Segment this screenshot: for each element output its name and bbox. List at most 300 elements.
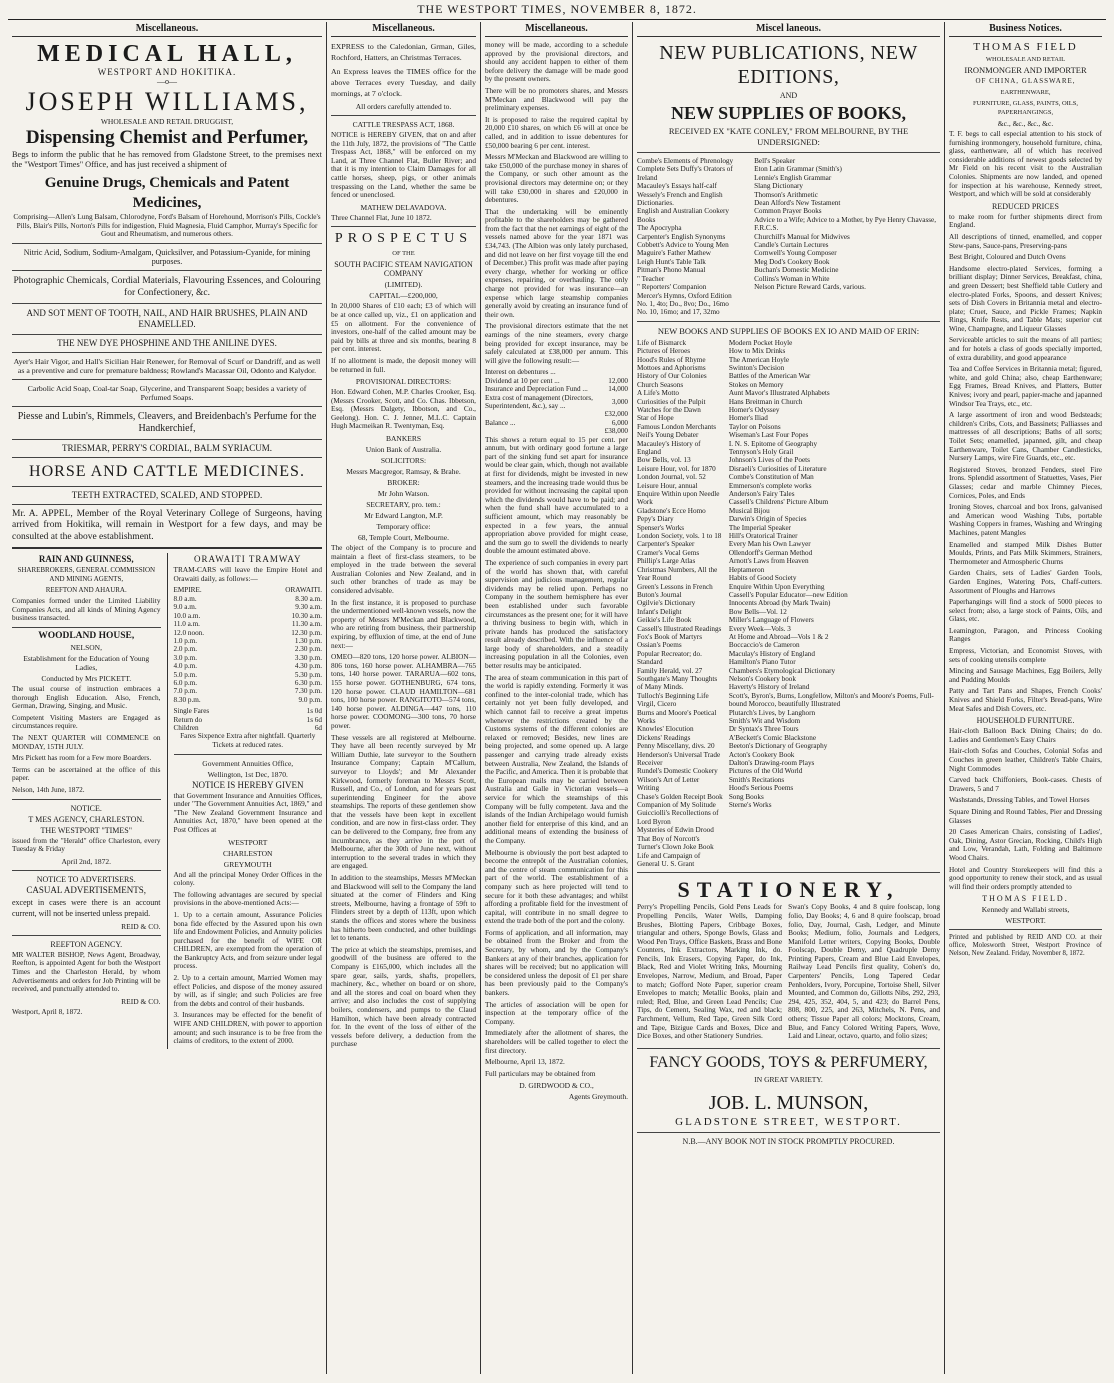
ad-text: It is proposed to raise the required capital by 20,000 £10 shares, on which £6 will at once be called, and in addition to issue debentures for £50,000 bearing 6 per cent. interest.: [485, 114, 628, 150]
book-title: Meg Dod's Cookery Book: [754, 257, 830, 266]
book-title: Emmerson's complete works: [728, 481, 812, 490]
book-list: [637, 339, 723, 869]
company-name: SOUTH PACIFIC STEAM NAVIGATION COMPANY: [334, 260, 473, 279]
ad-text: EARTHENWARE,: [1000, 89, 1051, 96]
triesmar-text: TRIESMAR, PERRY'S CORDIAL, BALM SYRIACUM.: [62, 442, 272, 453]
book-title: Darwin's Origin of Species: [728, 515, 807, 524]
book-title: Song Books: [728, 792, 764, 801]
stationery-text: Swan's Copy Books, 4 and 8 quire foolscap, long folio, Day Books; 4, 6 and 8 quire foolscap, broad folio, Day, Journal, Cash, Ledger, and Minute Books; Medium, folio, Journals and Ledgers, Manifold Letter writers, Copying Books, Double Foolscap, Double Demy, and Quadruple Demy Printing Papers, Cream and Blue Laid Envelopes, Railway Lead Pencils first quality, Cohen's do, Carpenters' Pencils, Long Tapered Cedar Penholders, Ivory, Porcupine, Tortoise Shell, Silver Mounted, and Common do, Gillotts Nibs, 292, 293, 294, 425, 352, 404, 5, and 423; do Barrel Pens, 808, 800, 225, and 263, Mitchels, N. Pens, and others; Tissue Paper all colors; Mocktons, Cream, Blue, and Fancy Colored Writing Papers, Wove, Laid and Linear, octavo, quarto, and folio sizes;: [788, 902, 940, 1041]
book-title: Wilson's Art of Letter Writing: [637, 775, 700, 793]
book-title: Churchill's Manual for Midwives: [754, 232, 850, 241]
book-title: Acton's Cookery Book: [728, 750, 795, 759]
ad-text: This shows a return equal to 15 per cent. per annum, but with ordinary good fortune a large part of the sinking fund set apart for insurance would be clear gain, which, though not available at first for dividends, might be invested in new steamers, and the increasing trade would thus be provided for without increasing the capital upon which the dividends would have to be paid; and when the fund shall have accumulated to a sufficient amount, which may reasonably be expected in a few years, the annual appropriation above provided for might cease, and the sum go to swell the dividends to nearly double the amount estimated above.: [485, 434, 628, 556]
book-title: Sterne's Works: [728, 801, 772, 810]
book-title: Guicciolli's Recollections of Lord Byron: [637, 809, 719, 826]
timetable-row-cell: 5.30 p.m.: [294, 670, 322, 679]
book-title: At Home and Abroad—Vols 1 & 2: [728, 632, 829, 641]
ad-text: (LIMITED).: [384, 280, 423, 290]
notice-date: Wellington, 1st Dec, 1870.: [207, 769, 288, 779]
timetable-row-cell: 2.0 p.m.: [173, 645, 198, 654]
book-title: Maculay's History of England: [728, 649, 815, 658]
tramway-ad: [174, 555, 323, 749]
rain-guinness-ad: [12, 555, 161, 623]
book-title: London Society, vols. 1 to 18: [637, 532, 722, 541]
ad-text: OF THE: [392, 250, 415, 258]
book-title: Hill's Oratorical Trainer: [728, 532, 798, 541]
ad-subtitle: SHAREBROKERS, GENERAL COMMISSION AND MINING AGENTS,: [17, 566, 156, 584]
comprising-text: Comprising—Allen's Lung Balsam, Chlorodyne, Ford's Balsam of Horehound, Morrison's Pills, Cockle's Pills, Blair's Pills, Norton's Pills for indigestion, Fluid Magnesia, Fluid Camphor, Murray's Specific for Gout and Rheumatism, and numerous others.: [13, 212, 321, 239]
address: GLADSTONE STREET, WESTPORT.: [675, 1115, 902, 1128]
fare-row: [174, 716, 323, 724]
book-title: Anderson's Fairy Tales: [728, 490, 795, 499]
ad-text: RECEIVED EX "KATE CONLEY," FROM MELBOURNE, BY THE UNDERSIGNED:: [668, 126, 909, 147]
photo-text: Photographic Chemicals, Cordial Materials, Flavouring Essences, and Colouring for Confectionery, &c.: [13, 275, 321, 298]
thomas-field-ad: [949, 41, 1102, 925]
book-title: Curiosities of the Pulpit: [637, 397, 706, 406]
ad-text: That the undertaking will be eminently profitable to the shareholders may be gathered from the fact that the net earnings of eight of the vessels named above for the year 1871 was £34,743. (The Albion was only lately purchased, and did not leave on her first voyage till the end of December.) This profit was made after paying every charge, whether for working or office expenses, repairing, or overhauling. The only charge not provided for was insurance—an expense which large steamship companies generally avoid by creating an insurance fund of their own.: [485, 206, 628, 319]
timetable-row-cell: 7.0 p.m.: [173, 687, 198, 696]
book-title: The Imperial Speaker: [728, 523, 792, 532]
imprint: Printed and published by REID AND CO. at their office, Molesworth Street, Westport Province of Nelson, New Zealand. Friday, November 8, 1872.: [949, 934, 1102, 958]
medical-hall-ad: [12, 41, 322, 543]
notice-heading: NOTICE.: [70, 803, 102, 813]
timetable-row: [174, 687, 323, 695]
book-title: Heptameron: [728, 565, 765, 574]
book-title: Chambers's Etymological Dictionary: [728, 666, 836, 675]
notice-place: CHARLESTON: [223, 848, 273, 858]
paper-text: issued from the "Herald" office Charleston, every Tuesday & Friday: [12, 835, 161, 854]
book-title: Cassell's Illustrated Readings: [637, 624, 722, 633]
agency-heading: T MES AGENCY, CHARLESTON.: [28, 814, 145, 824]
book-title: Wessely's French and English Dictionaries.: [637, 190, 723, 208]
book-title: Bow Bells—Vol. 12: [728, 607, 787, 616]
column-header: Miscellaneous.: [331, 22, 476, 37]
ad-title: WOODLAND HOUSE,: [38, 631, 135, 642]
ad-text: Forms of application, and all information, may be obtained from the Broker and from the Secretary, by whom, and by the Company's Bankers at any of their branches, application for shares will be received; but no application will be considered unless the deposit of £1 per share has been previously paid to the Company's bankers.: [485, 927, 628, 998]
timetable-row: [174, 637, 323, 645]
column-header: Business Notices.: [949, 22, 1102, 37]
section-heading: REDUCED PRICES: [992, 201, 1059, 211]
timetable-row: [174, 595, 323, 603]
timetable-row-cell: 8.30 p.m.: [173, 695, 201, 704]
column-header: Miscel laneous.: [637, 22, 940, 37]
book-title: Life of Bismarck: [637, 338, 687, 347]
finance-row: [485, 377, 628, 385]
goods-item: Serviceable articles to suit the means of all parties; and for hotels a class of goods specially imported, of extra durability, and good appearance: [949, 335, 1102, 362]
timetable-row-cell: 12.0 noon.: [173, 628, 205, 637]
book-title: Enquire Within Upon Everything: [728, 582, 825, 591]
notice-text: NOTICE is HEREBY GIVEN, that on and after the 11th July, 1872, the provisions of "The Cattle Trespass Act, 1868," will be enforced on my Land, at Three Channel Flat, Buller River; and that it is my intention to Claim Damages for all cattle horses, sheep, pigs, or other animals trespassing on the Land, whether the same be fenced or unenclosed.: [331, 130, 476, 200]
timetable-row-cell: 11.0 a.m.: [173, 620, 200, 629]
finance-row: [485, 394, 628, 411]
goods-item: A large assortment of iron and wood Bedsteads; children's Cribs, Cots, and Bassinets; Palliasses and mattresses of all descriptions; Baths of all sorts; Toilet Sets; enamelled, japanned, gilt, and cheap Earthenware, Toilet Cans, Chamber Candlesticks, Nursery Lamps, wire Fire Guards, etc., etc.: [949, 410, 1102, 463]
book-title: History of Our Colonies: [637, 372, 707, 381]
book-title: Popular Recreator; do. Standard: [637, 649, 702, 667]
book-title: Thomson's Arithmetic: [754, 190, 818, 199]
notice-item: 2. Up to a certain amount, Married Women may effect Policies, and dispose of the money assured by will, as if single; and such Policies are free from the debts and control of their husbands.: [173, 973, 322, 1008]
advertisers-title: CASUAL ADVERTISEMENTS,: [26, 884, 147, 895]
finance-row-cell: £38,000: [604, 427, 628, 436]
ad-text: &c., &c., &c., &c.: [997, 119, 1054, 128]
ad-text: An Express leaves the TIMES office for the above Terraces every Tuesday, and daily mornings, at 7 o'clock.: [331, 67, 476, 98]
furniture-item: 20 Cases American Chairs, consisting of Ladies', Oak, Dining, Astor Grecian, Rocking, Child's High and Low, Verandah, Lath, Folding and Baltimore Wood Chairs.: [949, 827, 1102, 862]
finance-row-cell: 6,000: [611, 418, 628, 427]
book-title: Hans Breitman in Church: [728, 397, 803, 406]
book-title: Cassell's Childrens' Picture Album: [728, 498, 829, 507]
book-title: Ossian's Poems: [637, 641, 682, 650]
furniture-item: Washstands, Dressing Tables, and Towel Horses: [949, 795, 1090, 805]
column-header: EMPIRE.: [173, 586, 202, 595]
book-title: Leisure Hour, vol. for 1870: [637, 464, 716, 473]
book-title: Scott's, Byron's, Burns, Longfellow, Milton's and Moore's Poems, Full-bound Morocco, beautifully Illustrated: [728, 691, 934, 709]
section-heading: Temporary office:: [376, 522, 431, 532]
book-title: Green's Lessons in French: [637, 582, 713, 591]
column-header: Miscellaneous.: [12, 22, 322, 37]
ad-text: All orders carefully attended to.: [355, 102, 452, 111]
ad-text: IRONMONGER AND IMPORTER: [964, 65, 1087, 75]
book-title: Leigh Hunt's Table Talk: [637, 257, 706, 266]
book-title: A Life's Motto: [637, 389, 680, 398]
book-title: Pictures of the Old World: [728, 767, 803, 776]
book-title: Aunt Mavor's Illustrated Alphabets: [728, 389, 830, 398]
ad-text: AND: [779, 91, 798, 100]
furniture-item: Carved back Chiffoniers, Book-cases. Chests of Drawers, 5 and 7: [949, 775, 1102, 793]
notice-text: The following advantages are secured by special provisions in the above-mentioned Acts:—: [173, 889, 322, 908]
section-heading: HOUSEHOLD FURNITURE.: [976, 716, 1075, 726]
fare-row-cell: 1s 6d: [306, 715, 322, 724]
advertisers-heading: NOTICE TO ADVERTISERS.: [36, 874, 136, 884]
ad-text: Hotel and Country Storekeepers will find this a good opportunity to renew their stock, and as usual will find their orders promptly attended to: [949, 864, 1102, 891]
teeth-text: TEETH EXTRACTED, SCALED, AND STOPPED.: [71, 489, 263, 500]
book-title: Spenser's Works: [637, 523, 685, 532]
book-title: Eton Latin Grammar (Smith's): [754, 165, 842, 174]
ad-text: In 20,000 Shares of £10 each; £3 of which will be at once called up, viz., £1 on application and £5 on allotment. For the convenience of investors, one-half of the called amount may be paid by bills at three and six months, bearing 8 per cent. interest.: [331, 301, 476, 354]
timetable-row: [174, 629, 323, 637]
masthead-rule: [8, 19, 1106, 20]
finance-row: [485, 368, 628, 376]
ad-text: Melbourne is obviously the port best adapted to become the entrepôt of the Australian colonies, and the centre of steam communication for this part of the world. The establishment of a company such as here projected will tend to secure for it both these advantages; and whilst affording a profitable field for the investment of capital, will contribute in no small degree to extend the trade both of the port and the colony.: [485, 847, 628, 926]
notice-title: NOTICE IS HEREBY GIVEN: [192, 779, 304, 790]
book-title: Fox's Book of Martyrs: [637, 632, 702, 641]
finance-row: [485, 385, 628, 393]
book-title: Nelson Picture Reward Cards, various.: [754, 283, 866, 292]
secretary: Mr Edward Langton, M.P.: [364, 511, 443, 521]
ad-text: The articles of association will be open for inspection at the temporary office of the Company.: [485, 999, 628, 1026]
book-title: Homer's Iliad: [728, 414, 768, 423]
timetable-row: [174, 620, 323, 628]
goods-item: Mincing and Sausage Machines, Egg Boilers, Jelly and Pudding Moulds: [949, 666, 1102, 684]
book-title: Chase's Golden Receipt Book: [637, 792, 723, 801]
book-title: A'Beckett's Comic Blackstone: [728, 733, 817, 742]
financial-table: [485, 368, 628, 435]
timetable-row-cell: 8.30 a.m.: [295, 594, 322, 603]
book-title: Mercer's Hymns, Oxford Edition: [637, 291, 732, 300]
capital: CAPITAL—£200,000,: [369, 291, 438, 301]
ad-text: Nelson, 14th June, 1872.: [12, 785, 85, 794]
timetable-row-cell: 12.30 p.m.: [291, 628, 322, 637]
fare-row-cell: Single Fares: [173, 707, 210, 716]
timetable-row-cell: 9.30 a.m.: [295, 603, 322, 612]
ad-text: The NEXT QUARTER will COMMENCE on MONDAY, 15TH JULY.: [12, 733, 161, 751]
notice-place: GREYMOUTH: [223, 859, 272, 869]
book-title: The Apocrypha: [637, 224, 682, 233]
book-title: Stokes on Memory: [728, 380, 784, 389]
book-title: " Teacher: [637, 274, 665, 283]
book-title: Arnott's Laws from Heaven: [728, 557, 809, 566]
book-title: Bow Bells, vol. 13: [637, 456, 691, 465]
ad-text: WHOLESALE AND RETAIL: [985, 56, 1066, 63]
book-title: Mottoes and Aphorisms: [637, 363, 706, 372]
ad-place: WESTPORT AND HOKITIKA.: [97, 67, 237, 77]
book-title: Tennyson's Holy Grail: [728, 448, 794, 456]
fare-row: [174, 707, 323, 715]
brushes-text: AND SOT MENT OF TOOTH, NAIL, AND HAIR BRUSHES, PLAIN AND ENAMELLED.: [26, 307, 308, 329]
book-title: Gladstone's Ecce Homo: [637, 506, 706, 515]
fare-row-cell: 6d: [314, 723, 322, 732]
trade-line: WHOLESALE AND RETAIL DRUGGIST,: [100, 117, 234, 126]
ad-date: Melbourne, April 13, 1872.: [485, 1057, 565, 1067]
timetable-row-cell: 9.0 p.m.: [298, 695, 322, 704]
book-title: Cramer's Vocal Gems: [637, 548, 700, 557]
ornament: —o—: [157, 77, 177, 86]
ad-text: Immediately after the allotment of shares, the shareholders will be called together to elect the first directory.: [485, 1028, 628, 1055]
book-title: Collins's Woman in White: [754, 274, 830, 283]
appel-text: Mr. A. APPEL, Member of the Royal Veterinary College of Surgeons, having arrived from Hokitika, will remain in Westport for a few days, and may be consulted at the above establishment.: [12, 508, 322, 542]
furniture-list: [949, 727, 1102, 862]
timetable-row: [174, 696, 323, 704]
book-title: Buton's Journal: [637, 590, 682, 599]
ad-signature: Agents Greymouth.: [568, 1092, 628, 1102]
ad-text: In the first instance, it is proposed to purchase the undermentioned well-known vessels, now the property of Messrs M'Meckan and Blackwood, who are retiring from business, their partnership expiring, by effluxion of time, at the end of June next:—: [331, 597, 476, 650]
proprietor-name: JOSEPH WILLIAMS,: [25, 87, 309, 116]
carbolic-text: Carbolic Acid Soap, Coal-tar Soap, Glycerine, and Transparent Soap; besides a variety of Perfumed Soaps.: [27, 383, 307, 402]
book-title: I. N. S. Epitome of Geography: [728, 439, 818, 448]
book-title: Hamilton's Piano Tutor: [728, 658, 796, 667]
finance-row-cell: Dividend at 10 per cent ...: [485, 376, 560, 385]
masthead: THE WESTPORT TIMES, NOVEMBER 8, 1872.: [417, 2, 697, 16]
book-title: Turner's Clown Joke Book: [637, 843, 714, 852]
book-title: Bell's Speaker: [754, 157, 796, 165]
timetable-row: [174, 612, 323, 620]
goods-item: Empress, Victorian, and Economist Stoves, with sets of cooking utensils complete: [949, 646, 1102, 664]
book-title: Disraeli's Curiosities of Literature: [728, 464, 827, 473]
timetable-row: [174, 671, 323, 679]
column-3: [481, 22, 632, 1374]
goods-item: Best Bright, Coloured and Dutch Ovens: [949, 252, 1066, 262]
book-title: Neil's Young Debater: [637, 431, 699, 440]
timetable-row-cell: 8.0 a.m.: [173, 594, 197, 603]
ad-place: NELSON,: [70, 643, 102, 653]
book-title: Family Herald, vol. 27: [637, 666, 703, 675]
ad-title: THOMAS FIELD: [973, 41, 1078, 53]
book-title: Ogilvie's Dictionary: [637, 599, 696, 608]
column-header: ORAWAITI.: [285, 586, 322, 595]
timetable-row-cell: 11.30 a.m.: [291, 620, 322, 629]
ad-title: RAIN AND GUINNESS,: [38, 554, 134, 565]
book-title: Star of Hope: [637, 414, 674, 423]
book-title: No. 1, 4to; Do., 8vo; Do., 16mo: [637, 299, 729, 308]
book-title: Companion of My Solitude: [637, 801, 716, 810]
book-title: Mysteries of Edwin Drood: [637, 826, 714, 835]
book-title: Complete Sets Duffy's Orators of Ireland: [637, 165, 733, 182]
book-title: Taylor on Poisons: [728, 422, 781, 431]
ad-text: If no allotment is made, the deposit money will be returned in full.: [331, 355, 476, 374]
book-title: Common Prayer Books: [754, 207, 822, 216]
timetable-row-cell: 1.30 p.m.: [294, 636, 322, 645]
timetable-row-cell: 1.0 p.m.: [173, 636, 198, 645]
ad-text: T. F. begs to call especial attention to his stock of furnishing ironmongery, household furniture, china, glass, earthenware, all of which has received considerable additions of newest goods selected by Mr Field on his recent visit to the Australian Colonies. Shipments are now landed, and opened for inspection at his warehouse, Kennedy street, Westport, and which will be sold at considerably: [949, 129, 1102, 199]
book-title: Pitman's Phono Manual: [637, 266, 706, 275]
reefton-date: Westport, April 8, 1872.: [12, 1006, 83, 1016]
reefton-heading: REEFTON AGENCY.: [50, 939, 123, 949]
ad-text: TRAM-CARS will leave the Empire Hotel and Orawaiti daily, as follows:—: [173, 565, 322, 583]
book-title: Advice to a Wife; Advice to a Mother, by Pye Henry Chavasse, F.R.C.S.: [754, 215, 937, 233]
section-heading: SECRETARY, pro. tem.:: [366, 500, 441, 510]
finance-row-cell: 12,000: [608, 376, 628, 385]
ad-text: Competent Visiting Masters are Engaged as circumstances require.: [12, 712, 161, 731]
ad-text: EXPRESS to the Caledonian, Grman, Giles, Rochford, Hatters, an Christmas Terraces.: [331, 42, 476, 62]
book-title: Beeton's Dictionary of Geography: [728, 742, 828, 751]
book-title: Burns and Moore's Poetical Works: [637, 708, 717, 725]
ad-signature: THOMAS FIELD.: [982, 894, 1069, 904]
express-ad: [331, 41, 476, 111]
book-title: Enquire Within upon Needle Work: [637, 490, 720, 507]
ad-text: to make room for further shipments direct from England.: [949, 211, 1102, 230]
book-title: Plutarch's Lives, by Langhorn: [728, 708, 816, 717]
book-title: Christmas Numbers, All the Year Round: [637, 565, 718, 583]
book-title: Watches for the Dawn: [637, 405, 701, 414]
paper-date: April 2nd, 1872.: [61, 856, 112, 866]
book-title: Dr Syntax's Three Tours: [728, 725, 799, 734]
book-title: Virgil, Cicero: [637, 700, 677, 709]
timetable-row-cell: 7.30 p.m.: [294, 687, 322, 696]
notice-signature: MATHEW DELAVADOVA.: [360, 202, 447, 212]
finance-row-cell: £32,000: [604, 410, 628, 419]
ad-text: OF CHINA, GLASSWARE,: [975, 77, 1076, 85]
goods-list: [949, 233, 1102, 713]
book-title: Pepy's Diary: [637, 515, 674, 524]
finance-row-cell: [605, 368, 628, 376]
cattle-trespass-notice: [331, 120, 476, 222]
timetable-row-cell: 5.0 p.m.: [173, 670, 198, 679]
book-title: Dalton's Drawing-room Plays: [728, 759, 815, 768]
ships-list: OMEO—820 tons, 120 horse power. ALBION—806 tons, 160 horse power. ALHAMBRA—765 tons, 140 horse power. TARARUA—602 tons, 155 horse power. GOTHENBURG, 674 tons, 120 horse power. CLAUD HAMILTON—681 tons, 100 horse power. RANGITOTO—574 tons, 140 horse power. ALDINGA—447 tons, 110 horse power. COOMONG—300 tons, 70 horse power.: [331, 652, 476, 730]
finance-row: [485, 419, 628, 427]
book-title: Ollendorff's German Method: [728, 548, 813, 557]
book-title: Musical Bijou: [728, 506, 770, 515]
broker: Mr John Watson.: [377, 489, 430, 499]
ad-text: The experience of such companies in every part of the world has shown that, with careful supervision and judicious management, regular dividends may be relied upon. Perhaps no Company in the southern hemisphere has ever been established under such favorable circumstances as the present one; for it will have a thriving business to begin with, which in private hands has produced the satisfactory result already described. With the influence of a large body of shareholders, and a steadily increasing population in all the Colonies, even better results may be anticipated.: [485, 557, 628, 671]
annuities-notice: [174, 759, 323, 1046]
book-title: Modern Pocket Hoyle: [728, 338, 793, 347]
advertisers-text: except in cases were there is an account current, will not be inserted unless prepaid.: [12, 897, 161, 918]
book-title: Penny Miscellany, divs. 20: [637, 742, 715, 751]
goods-item: All descriptions of tinned, enamelled, and copper Stew-pans, Sauce-pans, Preserving-pans: [949, 231, 1102, 250]
book-title: Cornwell's Young Composer: [754, 249, 837, 258]
column-1: [8, 22, 326, 1374]
book-title: Miller's Language of Flowers: [728, 616, 814, 625]
section-heading: SOLICITORS:: [380, 456, 427, 466]
goods-item: Registered Stoves, bronzed Fenders, steel Fire Irons. Splendid assortment of Statuettes, Vases, Pier Glasses; cedar and marble Chimney Pieces, Cornices, Poles, and Ends: [949, 464, 1102, 500]
horse-heading: HORSE AND CATTLE MEDICINES.: [29, 462, 305, 480]
book-title: Lennie's English Grammar: [754, 173, 832, 182]
book-title: Maguire's Father Mathew: [637, 249, 711, 258]
book-title: Habits of Good Society: [728, 574, 797, 583]
bankers: Union Bank of Australia.: [365, 445, 442, 455]
book-title: Famous London Merchants: [637, 422, 717, 431]
timetable-row-cell: 3.30 p.m.: [294, 653, 322, 662]
book-title: Combe's Constitution of Man: [728, 473, 814, 482]
goods-item: Handsome electro-plated Services, forming a brilliant display; Dinner Services, Breakfast, china, and green Dessert; best Sheffield table Cutlery and electro-plated Forks, Spoons, and dessert Knives; sets of Dish Covers in Britannia metal and electro-plate; Cruet, Sauce, and Pickle Frames; Napkin Rings, Knife Rests, and Table Mats; superior cut Wine, Champagne, and Liqueur Glasses: [949, 263, 1102, 333]
finance-row-cell: Extra cost of management (Directors, Superintendent, &c.), say ...: [485, 393, 593, 410]
book-title: Haverty's History of Ireland: [728, 683, 810, 692]
left-subcolumn: [12, 553, 161, 1049]
notice-office: Government Annuities Office,: [202, 758, 294, 768]
timetable-row-cell: 9.0 a.m.: [173, 603, 197, 612]
ad-title: ORAWAITI TRAMWAY: [193, 554, 302, 565]
fare-row-cell: Children: [173, 723, 199, 732]
book-title: Smith's Recitations: [728, 775, 785, 784]
notice-place: WESTPORT: [228, 837, 268, 847]
book-title: Southgate's Many Thoughts of Many Minds.: [637, 674, 718, 692]
timetable-row-cell: 6.0 p.m.: [173, 678, 198, 687]
ad-text: The usual course of instruction embraces a thorough English Education. Also, French, German, Drawing, Singing, and Music.: [12, 684, 161, 711]
section-heading: PROVISIONAL DIRECTORS:: [355, 377, 452, 387]
goods-item: Ironing Stoves, charcoal and box Irons, galvanised and American wood Washing Tubs, portable Washing Coppers in frames, Washing and Wringing Machines, patent Mangles: [949, 502, 1102, 537]
timetable-row-cell: 4.0 p.m.: [173, 662, 198, 671]
book-title: Boccaccio's de Cameron: [728, 641, 800, 650]
book-title: Combe's Elements of Phrenology: [637, 157, 734, 165]
office: 68, Temple Court, Melbourne.: [358, 533, 449, 543]
book-title: Innocents Abroad (by Mark Twain): [728, 599, 831, 608]
book-title: Homer's Odyssey: [728, 405, 780, 414]
book-title: Macauley's History of England: [637, 439, 701, 456]
book-title: Macauley's Essays half-calf: [637, 182, 717, 191]
ad-text: Conducted by Mrs PICKETT.: [41, 674, 132, 684]
intro-text: Begs to inform the public that he has removed from Gladstone Street, to the premises next the "Westport Times" Office, and has just received a shipment of: [12, 150, 322, 169]
column-5: [945, 22, 1106, 1374]
book-title: Every Week—Vols. 3: [728, 624, 791, 633]
timetable-row: [174, 645, 323, 653]
book-list: [637, 157, 748, 317]
ad-text: Full particulars may be obtained from: [485, 1068, 596, 1078]
timetable-row-cell: 6.30 p.m.: [294, 678, 322, 687]
book-title: The American Hoyle: [728, 355, 790, 364]
hair-text: Ayer's Hair Vigor, and Hall's Sicilian Hair Renewer, for Removal of Scurf or Dandriff, and as well as a preventive and cure for premature baldness; Rowland's Macassar Oil, Odonto and Kalydor.: [13, 356, 321, 375]
ad-text: Mrs Pickett has room for a Few more Boarders.: [12, 753, 152, 763]
fares-table: [174, 707, 323, 732]
solicitors: Messrs Macgregor, Ramsay, & Brahe.: [346, 467, 461, 477]
ad-note: N.B.—ANY BOOK NOT IN STOCK PROMPTLY PROCURED.: [682, 1136, 895, 1146]
ad-text: Companies formed under the Limited Liability Companies Acts, and all kinds of Mining Agency business transacted.: [12, 596, 161, 623]
section-heading: NEW BOOKS AND SUPPLIES OF BOOKS EX IO AND MAID OF ERIN:: [657, 325, 920, 336]
book-list: [729, 339, 940, 869]
book-title: Hood's Serious Poems: [728, 784, 794, 793]
ad-text: IN GREAT VARIETY.: [754, 1074, 823, 1084]
book-title: Henderson's Universal Trade Receiver: [637, 750, 721, 768]
timetable-row-cell: 3.0 p.m.: [173, 653, 198, 662]
book-title: Every Man his Own Lawyer: [728, 540, 811, 549]
ad-text: money will be made, according to a schedule approved by the provisional directors, and should any accident happen to either of them before delivery the damage will be made good by the present owners.: [485, 40, 628, 84]
book-title: English and Australian Cookery Books: [637, 207, 730, 224]
section-heading: BROKER:: [387, 478, 420, 488]
finance-row-cell: Balance ...: [485, 418, 516, 427]
timetable-row: [174, 654, 323, 662]
timetable: [174, 586, 323, 704]
ad-address: WESTPORT.: [1005, 916, 1046, 926]
fancy-goods-heading: FANCY GOODS, TOYS & PERFUMERY,: [649, 1053, 928, 1071]
piesse-text: Piesse and Lubin's, Rimmels, Cleavers, and Breidenbach's Perfume for the Handkerchief,: [17, 410, 317, 434]
